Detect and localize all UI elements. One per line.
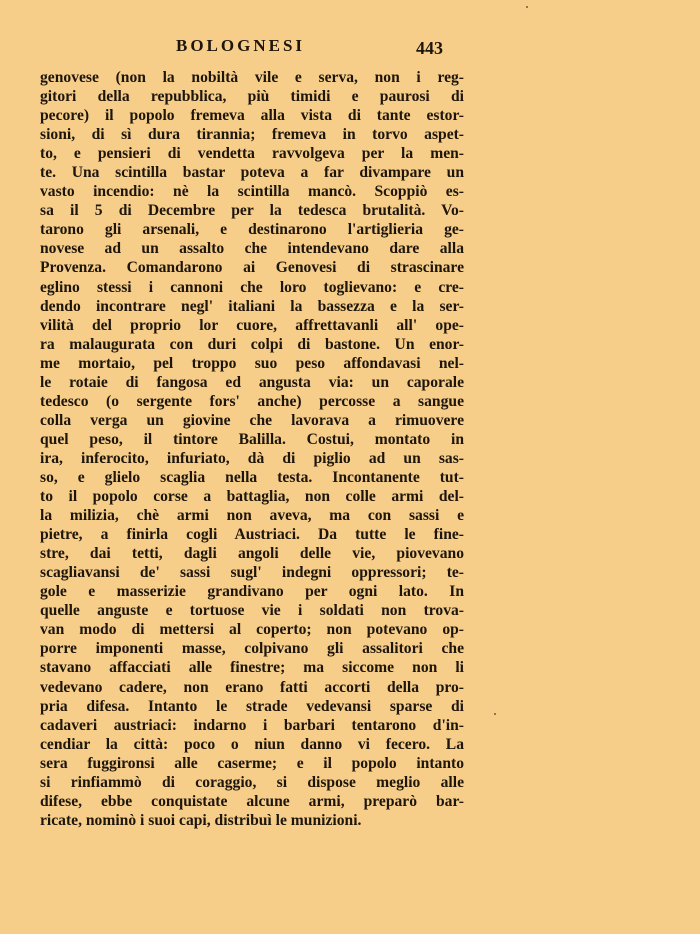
text-line: Provenza. Comandarono ai Genovesi di strascinare: [40, 259, 464, 277]
text-line: si rinfiammò di coraggio, si dispose meglio alle: [40, 773, 464, 791]
paper-speck: [494, 713, 496, 715]
text-line: sioni, di sì dura tirannia; fremeva in torvo aspet-: [40, 126, 464, 144]
text-line: me mortaio, pel troppo suo peso affondavasi nel-: [40, 354, 464, 372]
text-line: quel peso, il tintore Balilla. Costui, montato in: [40, 430, 464, 448]
text-line: cendiar la città: poco o niun danno vi fecero. La: [40, 735, 464, 753]
text-line: vasto incendio: nè la scintilla mancò. Scoppiò es-: [40, 183, 464, 201]
text-line: difese, ebbe conquistate alcune armi, preparò bar-: [40, 792, 464, 810]
text-line: vilità del proprio lor cuore, affrettavanli all' ope-: [40, 316, 464, 334]
text-line: eglino stessi i cannoni che loro toglievano: e cre-: [40, 278, 464, 296]
text-line: colla verga un giovine che lavorava a rimuovere: [40, 411, 464, 429]
text-line: cadaveri austriaci: indarno i barbari tentarono d'in-: [40, 716, 464, 734]
text-line: genovese (non la nobiltà vile e serva, non i reg-: [40, 69, 464, 86]
text-line: so, e glielo scaglia nella testa. Incontanente tut-: [40, 468, 464, 486]
text-line: ira, inferocito, infuriato, dà di piglio ad un sas-: [40, 449, 464, 467]
text-line: dendo incontrare negl' italiani la bassezza e la ser-: [40, 297, 464, 315]
text-line: to, e pensieri di vendetta ravvolgeva per la men-: [40, 145, 464, 163]
text-line: sera fuggironsi alle caserme; e il popolo intanto: [40, 754, 464, 772]
text-line: la milizia, chè armi non aveva, ma con sassi e: [40, 507, 464, 525]
text-line: ricate, nominò i suoi capi, distribuì le munizioni.: [40, 811, 362, 829]
text-line: stre, dai tetti, dagli angoli delle vie, piovevano: [40, 545, 464, 563]
text-line: tarono gli arsenali, e destinarono l'artiglieria ge-: [40, 221, 464, 239]
page-number: 443: [416, 38, 443, 58]
text-line: van modo di mettersi al coperto; non potevano op-: [40, 621, 464, 639]
text-line: te. Una scintilla bastar poteva a far divampare un: [40, 164, 464, 182]
text-line: gole e masserizie grandivano per ogni lato. In: [40, 583, 464, 601]
text-line: novese ad un assalto che intendevano dare alla: [40, 240, 464, 258]
text-line: pria difesa. Intanto le strade vedevansi sparse di: [40, 697, 464, 715]
text-line: tedesco (o sergente fors' anche) percosse a sangue: [40, 392, 464, 410]
text-line: quelle anguste e tortuose vie i soldati non trova-: [40, 602, 464, 620]
text-line: ra malaugurata con duri colpi di bastone. Un enor-: [40, 335, 464, 353]
text-line: scagliavansi de' sassi sugl' indegni oppressori; te-: [40, 564, 464, 582]
text-line: vedevano cadere, non erano fatti accorti della pro-: [40, 678, 464, 696]
text-line: pietre, a finirla cogli Austriaci. Da tutte le fine-: [40, 526, 464, 544]
text-line: pecore) il popolo fremeva alla vista di tante estor-: [40, 107, 464, 125]
body-text: [40, 68, 464, 830]
text-line: to il popolo corse a battaglia, non colle armi del-: [40, 488, 464, 506]
text-line: le rotaie di fangosa ed angusta via: un caporale: [40, 373, 464, 391]
text-line: porre imponenti masse, colpivano gli assalitori che: [40, 640, 464, 658]
text-line: gitori della repubblica, più timidi e paurosi di: [40, 88, 464, 106]
text-line: stavano affacciati alle finestre; ma siccome non li: [40, 659, 464, 677]
paper-speck: [526, 6, 528, 8]
running-title: BOLOGNESI: [176, 36, 306, 55]
text-line: sa il 5 di Decembre per la tedesca brutalità. Vo-: [40, 202, 464, 220]
